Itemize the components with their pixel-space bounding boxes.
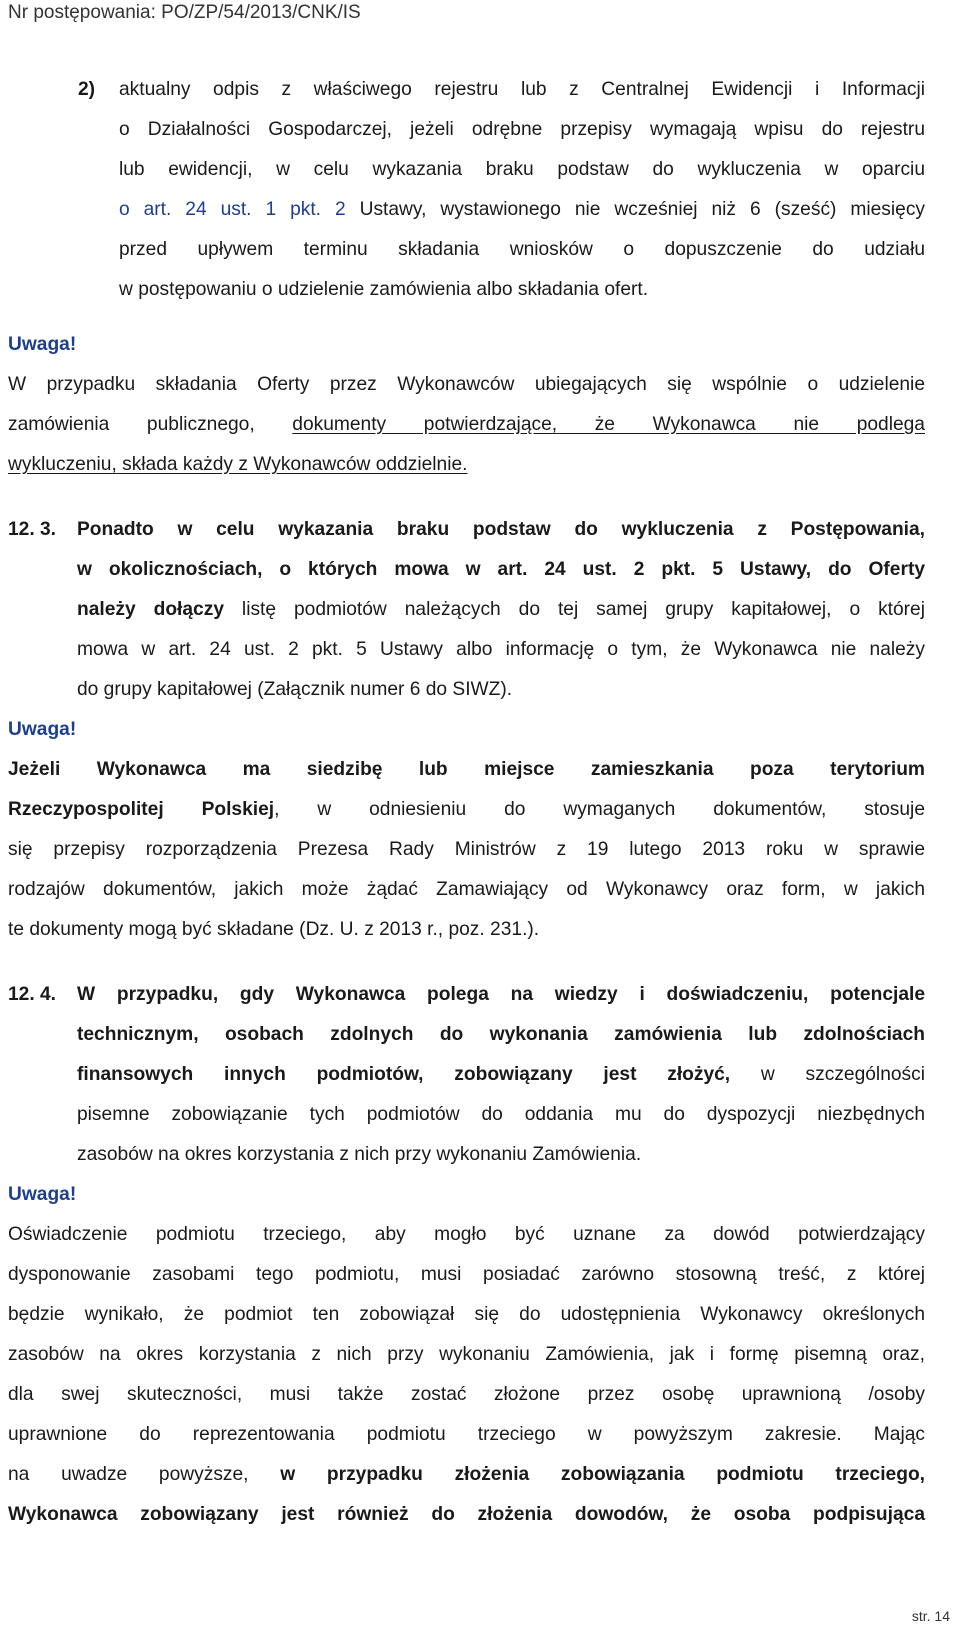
item-number: 2) — [78, 79, 96, 100]
item2-line-5: przed upływem terminu składania wniosków o dopuszczenie do udziału — [119, 239, 925, 260]
note2-line-2-text: , w odniesieniu do wymaganych dokumentów, stosuje — [274, 799, 925, 820]
item2-line-3: lub ewidencji, w celu wykazania braku podstaw do wykluczenia w oparciu — [119, 159, 925, 180]
item2-line-2: o Działalności Gospodarczej, jeżeli odrębne przepisy wymagają wpisu do rejestru — [119, 119, 925, 140]
section-number: 12. 3. — [8, 519, 57, 540]
section-12-3-line-3-text: listę podmiotów należących do tej samej grupy kapitałowej, o której — [223, 599, 925, 620]
note2-line-2 — [8, 793, 925, 827]
note2-line-5: te dokumenty mogą być składane (Dz. U. z 2013 r., poz. 231.). — [8, 919, 540, 940]
note-heading: Uwaga! — [8, 1184, 77, 1205]
item2-line-4 — [119, 193, 925, 227]
note1-line-2 — [8, 408, 925, 442]
note3-line-4: zasobów na okres korzystania z nich przy wykonaniu Zamówienia, jak i formę pisemną oraz, — [8, 1344, 925, 1365]
note3-line-2: dysponowanie zasobami tego podmiotu, musi posiadać zarówno stosowną treść, z której — [8, 1264, 925, 1285]
note1-underlined-text-2: wykluczeniu, składa każdy z Wykonawców oddzielnie. — [8, 454, 468, 475]
page-number: str. 14 — [911, 1608, 950, 1624]
section-12-3-line-3 — [77, 593, 925, 627]
section-12-3-line-4: mowa w art. 24 ust. 2 pkt. 5 Ustawy albo informację o tym, że Wykonawca nie należy — [77, 639, 925, 660]
note-heading: Uwaga! — [8, 334, 77, 355]
note1-line-2-text: zamówienia publicznego, — [8, 414, 293, 435]
note2-line-4: rodzajów dokumentów, jakich może żądać Zamawiający od Wykonawcy oraz form, w jakich — [8, 879, 925, 900]
section-12-4-bold-text: finansowych innych podmiotów, zobowiązany jest złożyć, — [77, 1064, 731, 1085]
note3-line-3: będzie wynikało, że podmiot ten zobowiązał się do udostępnienia Wykonawcy określonych — [8, 1304, 925, 1325]
section-12-3-line-5: do grupy kapitałowej (Załącznik numer 6 do SIWZ). — [77, 679, 513, 700]
legal-reference: o art. 24 ust. 1 pkt. 2 — [119, 199, 346, 220]
note2-line-3: się przepisy rozporządzenia Prezesa Rady Ministrów z 19 lutego 2013 roku w sprawie — [8, 839, 925, 860]
note3-bold-text: w przypadku złożenia zobowiązania podmiotu trzeciego, — [280, 1464, 925, 1485]
section-12-3-line-2: w okolicznościach, o których mowa w art. 24 ust. 2 pkt. 5 Ustawy, do Oferty — [77, 559, 925, 580]
note3-line-1: Oświadczenie podmiotu trzeciego, aby mogło być uznane za dowód potwierdzający — [8, 1224, 925, 1245]
note3-line-7 — [8, 1458, 925, 1492]
note2-bold-text: Rzeczypospolitej Polskiej — [8, 799, 275, 820]
section-12-3-line-1: Ponadto w celu wykazania braku podstaw do wykluczenia z Postępowania, — [77, 519, 925, 540]
note1-underlined-text: dokumenty potwierdzające, że Wykonawca nie podlega — [292, 414, 925, 435]
section-12-4-line-3 — [77, 1058, 925, 1092]
note3-line-6: uprawnione do reprezentowania podmiotu trzeciego w powyższym zakresie. Mając — [8, 1424, 925, 1445]
note1-line-1: W przypadku składania Oferty przez Wykonawców ubiegających się wspólnie o udzielenie — [8, 374, 925, 395]
note2-line-1: Jeżeli Wykonawca ma siedzibę lub miejsce zamieszkania poza terytorium — [8, 759, 925, 780]
section-12-4-line-4: pisemne zobowiązanie tych podmiotów do oddania mu do dyspozycji niezbędnych — [77, 1104, 925, 1125]
section-12-4-line-2: technicznym, osobach zdolnych do wykonania zamówienia lub zdolnościach — [77, 1024, 925, 1045]
section-12-4-line-5: zasobów na okres korzystania z nich przy wykonaniu Zamówienia. — [77, 1144, 642, 1165]
document-header: Nr postępowania: PO/ZP/54/2013/CNK/IS — [8, 2, 361, 23]
section-number: 12. 4. — [8, 984, 57, 1005]
note3-line-5: dla swej skuteczności, musi także zostać złożone przez osobę uprawnioną /osoby — [8, 1384, 925, 1405]
section-12-4-line-1: W przypadku, gdy Wykonawca polega na wiedzy i doświadczeniu, potencjale — [77, 984, 925, 1005]
note3-line-7-text: na uwadze powyższe, — [8, 1464, 281, 1485]
item2-line-6: w postępowaniu o udzielenie zamówienia albo składania ofert. — [119, 279, 649, 300]
item2-line-1: aktualny odpis z właściwego rejestru lub z Centralnej Ewidencji i Informacji — [119, 79, 925, 100]
section-12-4-line-3-text: w szczególności — [730, 1064, 925, 1085]
note-heading: Uwaga! — [8, 719, 77, 740]
note1-line-3 — [8, 448, 925, 482]
section-12-3-bold-text: należy dołączy — [77, 599, 224, 620]
note3-line-8: Wykonawca zobowiązany jest również do złożenia dowodów, że osoba podpisująca — [8, 1504, 925, 1525]
item2-line-4-text: Ustawy, wystawionego nie wcześniej niż 6 (sześć) miesięcy — [345, 199, 926, 220]
